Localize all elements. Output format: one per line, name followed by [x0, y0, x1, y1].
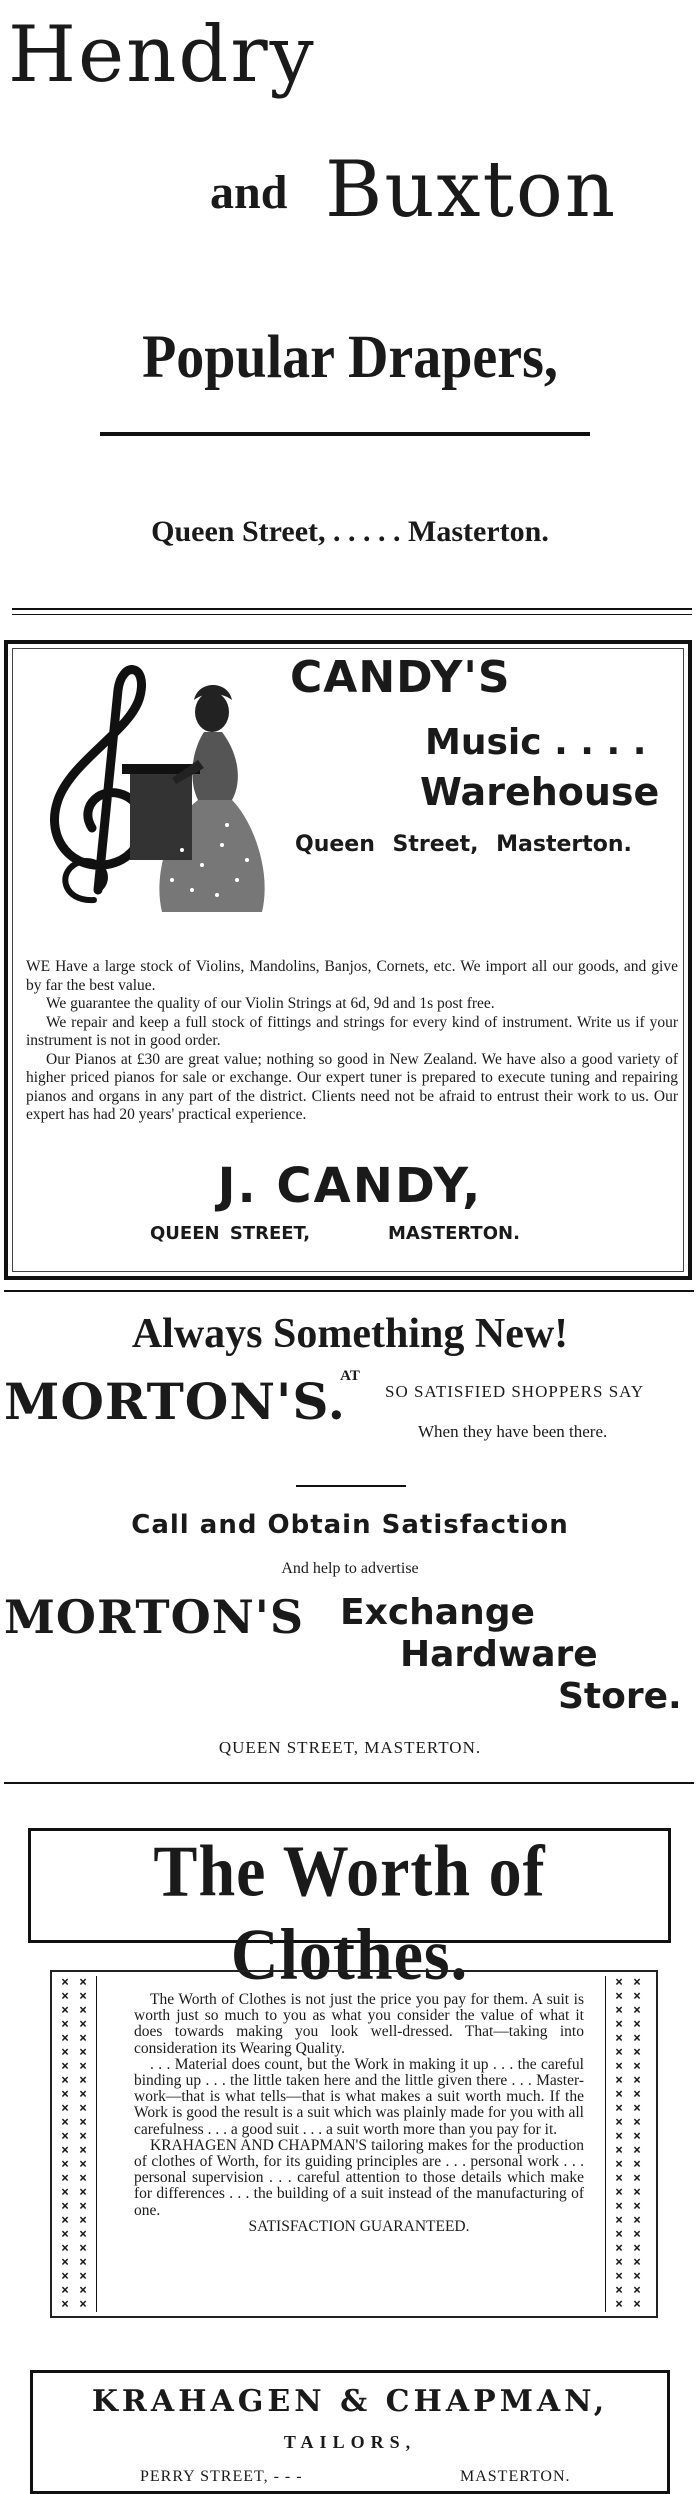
morton-exchange: Exchange: [340, 1592, 535, 1633]
and-word: and: [210, 166, 288, 219]
section-divider-thin: [12, 614, 692, 615]
section-divider: [4, 1290, 694, 1292]
x-border-left-inner: × × × × × × × × × × × × × × × × × × × × × × × ×: [79, 1975, 87, 2312]
x-border-left-outer: × × × × × × × × × × × × × × × × × × × × × × × ×: [61, 1975, 69, 2312]
morton-store: Store.: [558, 1676, 682, 1717]
divider-rule: [100, 432, 590, 436]
krahagen-town: MASTERTON.: [460, 2468, 571, 2485]
candy-subtitle-music: Music . . . .: [425, 722, 647, 763]
krahagen-name: KRAHAGEN & CHAPMAN,: [91, 2384, 609, 2419]
morton-at: AT: [340, 1368, 360, 1384]
morton-address: QUEEN STREET, MASTERTON.: [218, 1738, 482, 1757]
clothes-paragraph: . . . Material does count, but the Work in making it up . . . the careful binding up . . . the little taken here and the little given there . . . Master-work—that is what tells—that is what makes a suit worth much. If the Work is good the result is a suit which was plainly made for you with all carefulness . . . a good suit . . . a suit worth more than you pay for it.: [134, 2055, 584, 2138]
candy-paragraph: We guarantee the quality of our Violin Strings at 6d, 9d and 1s post free.: [46, 995, 495, 1012]
candy-subtitle-warehouse: Warehouse: [420, 770, 660, 814]
treble-clef-pianist-illustration: [22, 650, 292, 940]
krahagen-trade: TAILORS,: [283, 2432, 417, 2452]
hendry-address: Queen Street, . . . . . Masterton.: [151, 515, 549, 548]
clothes-title: The Worth of Clothes.: [153, 1831, 546, 1996]
section-divider: [4, 1782, 694, 1784]
candy-footer-street: QUEEN STREET,: [150, 1223, 311, 1244]
candy-paragraph: We repair and keep a full stock of fittings and strings for every kind of instrument. Write us if your instrument is not in good order.: [26, 1013, 678, 1049]
x-border-right-inner: × × × × × × × × × × × × × × × × × × × × × × × ×: [615, 1975, 623, 2312]
clothes-guarantee: SATISFACTION GUARANTEED.: [248, 2217, 470, 2235]
inner-frame-line-left: [96, 1976, 97, 2312]
hendry-title: Hendry: [8, 10, 316, 100]
candy-body-text: [26, 958, 678, 1125]
candy-footer-town: MASTERTON.: [388, 1223, 520, 1244]
pianist-figure: [122, 685, 265, 912]
popular-drapers-tagline: Popular Drapers,: [142, 322, 558, 392]
morton-hardware: Hardware: [400, 1634, 598, 1675]
morton-help-line: And help to advertise: [281, 1560, 419, 1577]
candy-proprietor: J. CANDY,: [217, 1158, 483, 1214]
section-divider: [12, 608, 692, 610]
inner-frame-line-right: [605, 1976, 606, 2312]
candy-paragraph: Our Pianos at £30 are great value; nothing so good in New Zealand. We have also a good variety of higher priced pianos for sale or exchange. Our expert tuner is prepared to execute tuning and repairing pianos and organs in any part of the district. Clients need not be afraid to entrust their work to us. Our expert has had 20 years' practical experience.: [26, 1050, 678, 1123]
treble-clef-icon: [54, 670, 142, 900]
morton-quote-line1: SO SATISFIED SHOPPERS SAY: [385, 1382, 645, 1401]
clothes-paragraph: The Worth of Clothes is not just the price you pay for them. A suit is worth just so much to you as what you consider the value of what it does towards making you look well-dressed. That—taking into consideration its Wearing Quality.: [134, 1991, 584, 2057]
clothes-body-text: [134, 1992, 584, 2235]
morton-call-line: Call and Obtain Satisfaction: [131, 1510, 569, 1540]
morton-store-name: MORTON'S: [4, 1590, 305, 1644]
candy-title: CANDY'S: [290, 652, 511, 703]
candy-paragraph: WE Have a large stock of Violins, Mandolins, Banjos, Cornets, etc. We import all our goods, and give by far the best value.: [26, 958, 678, 994]
krahagen-street: PERRY STREET, - - -: [140, 2468, 303, 2485]
buxton-title: Buxton: [325, 145, 618, 235]
short-divider: [296, 1485, 406, 1487]
candy-street-address: Queen Street, Masterton.: [295, 832, 632, 857]
morton-headline: Always Something New!: [131, 1311, 569, 1357]
morton-quote-line2: When they have been there.: [418, 1422, 608, 1441]
x-border-right-outer: × × × × × × × × × × × × × × × × × × × × × × × ×: [633, 1975, 641, 2312]
clothes-paragraph: KRAHAGEN AND CHAPMAN'S tailoring makes for the production of clothes of Worth, for its guiding principles are . . . personal work . . . personal supervision . . . careful attention to those details which make for differences . . . the building of a suit instead of the manufacturing of one.: [134, 2136, 584, 2219]
morton-name: MORTON'S.: [4, 1372, 347, 1431]
